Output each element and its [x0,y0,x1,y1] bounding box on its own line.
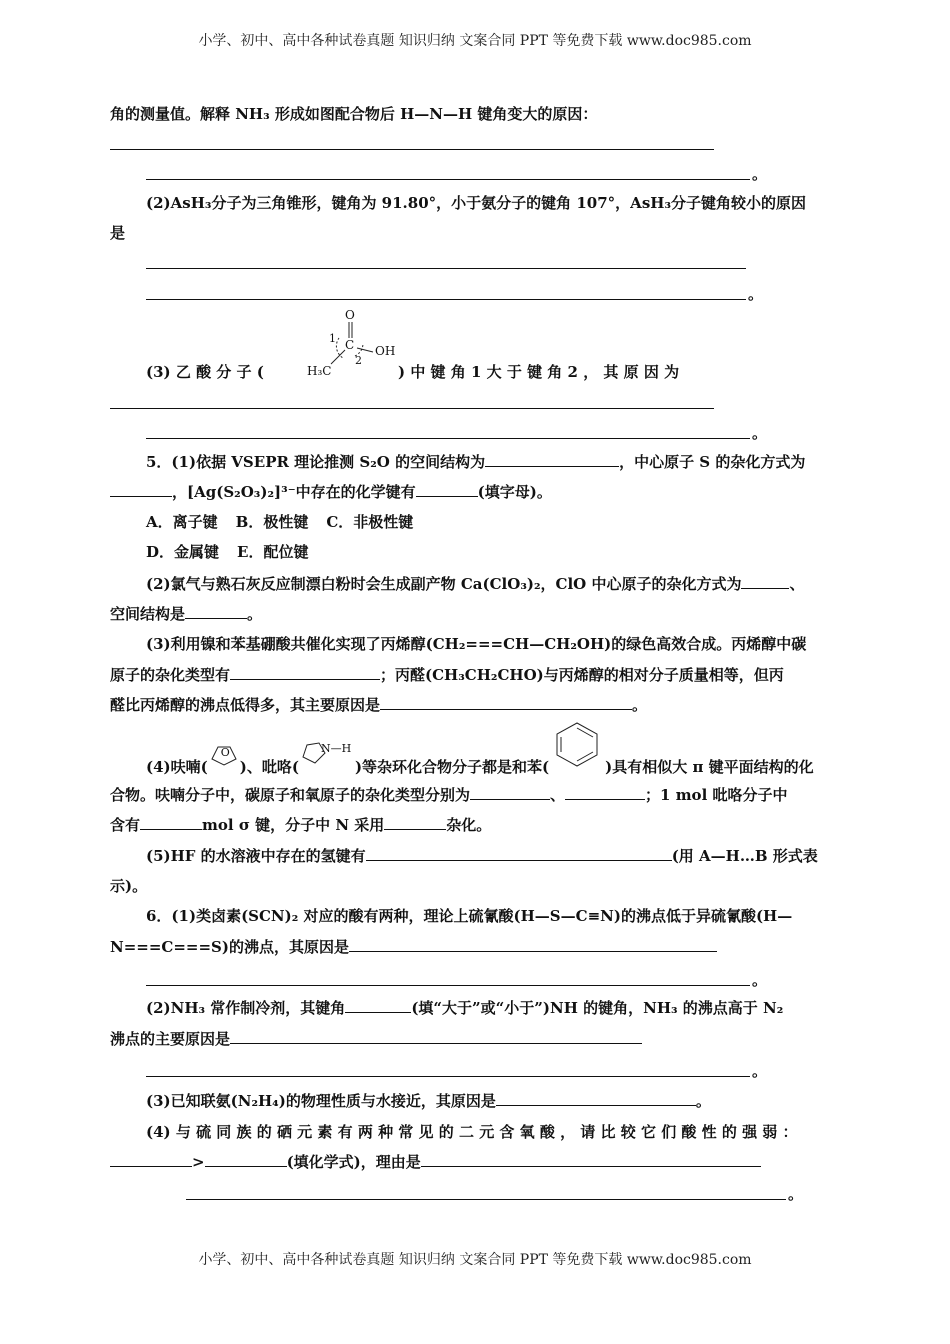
q4-cont-line [110,104,840,124]
period: 。 [752,1062,768,1080]
page-header: 小学、初中、高中各种试卷真题 知识归纳 文案合同 PPT 等免费下载 www.doc985.com [198,33,752,49]
answer-line[interactable] [146,984,750,986]
answer-line[interactable] [146,267,746,269]
answer-blank[interactable] [205,1152,287,1167]
q6-part3 [146,1091,711,1111]
answer-line[interactable] [146,1075,750,1077]
answer-blank[interactable] [565,785,645,800]
page-footer: 小学、初中、高中各种试卷真题 知识归纳 文案合同 PPT 等免费下载 www.doc985.com [198,1252,752,1268]
q6-p4b: > [192,1153,205,1171]
furan-structure [208,746,240,781]
period: 。 [752,971,768,989]
option-c: C．非极性键 [326,513,414,531]
answer-blank[interactable] [366,846,672,861]
q4-part3-suffix-wrap [398,362,840,382]
period: 。 [752,424,768,442]
answer-blank[interactable] [349,937,717,952]
q5-p4e: 合物。呋喃分子中，碳原子和氧原子的杂化类型分别为 [110,786,471,804]
answer-blank[interactable] [421,1152,761,1167]
angle-2-label: 2 [355,354,362,367]
q5-p4d: )具有相似大 π 键平面结构的化 [605,758,814,776]
q5-p4c: )等杂环化合物分子都是和苯( [354,758,550,776]
q5-part3-line2 [110,665,784,685]
q4-part3-suffix: ) 中 键 角 1 大 于 键 角 2 ， 其 原 因 为 [398,363,680,381]
q5-l2a: ，[Ag(S₂O₃)₂]³⁻中存在的化学键有 [172,483,416,501]
q4-part2-line1: (2)AsH₃分子为三角锥形，键角为 91.80°，小于氨分子的键角 107°，AsH₃分子键角较小的原因 [146,194,807,212]
q5-p3e: 。 [632,696,648,714]
q5-part3-line3 [110,695,647,715]
q5-l2b: (填字母)。 [477,483,552,501]
q5-options-row1 [146,512,413,532]
pyrrole-structure [299,742,355,781]
answer-line[interactable] [110,148,714,150]
q5-p4b: )、吡咯( [239,758,299,776]
answer-blank[interactable] [496,1091,696,1106]
answer-blank[interactable] [380,695,632,710]
answer-line[interactable] [146,437,750,439]
q6-l2: N===C===S)的沸点，其原因是 [110,938,349,956]
q5-p4j: 杂化。 [446,816,492,834]
q4-part3-prefix: (3) 乙 酸 分 子 ( [146,363,264,381]
option-b: B．极性键 [235,513,309,531]
answer-blank[interactable] [416,482,478,497]
q5-p2b: 、 [789,575,805,593]
q6-p2b: (填“大于”或“小于”)NH 的键角，NH₃ 的沸点高于 N₂ [411,999,784,1017]
answer-blank[interactable] [485,452,619,467]
q5-l1a: 5．(1)依据 VSEPR 理论推测 S₂O 的空间结构为 [146,453,486,471]
q5-p4i: mol σ 键，分子中 N 采用 [202,816,385,834]
mol-oh-label: OH [375,344,396,358]
mol-c-label: C [345,338,355,352]
q5-part5-line2: 示)。 [110,877,148,895]
answer-blank[interactable] [384,815,446,830]
q5-part3-line1: (3)利用镍和苯基硼酸共催化实现了丙烯醇(CH₂===CH—CH₂OH)的绿色高效合成。丙烯醇中碳 [146,635,807,653]
q6-line2 [110,937,717,957]
q5-p3c: ；丙醛(CH₃CH₂CHO)与丙烯醇的相对分子质量相等，但丙 [380,666,784,684]
q6-p2a: (2)NH₃ 常作制冷剂，其键角 [146,999,346,1017]
q5-p5a: (5)HF 的水溶液中存在的氢键有 [146,847,366,865]
q5-options-row2 [146,542,308,562]
q6-part2-line2 [110,1029,642,1049]
answer-line[interactable] [110,407,714,409]
q5-part4-line2 [110,785,788,805]
answer-blank[interactable] [230,1029,642,1044]
mol-h3c-label: H₃C [307,364,332,378]
q6-part4-line2 [110,1152,761,1172]
q5-part2-line1 [146,574,805,594]
option-a: A．离子键 [146,513,218,531]
period: 。 [752,165,768,183]
answer-line[interactable] [146,178,750,180]
answer-blank[interactable] [110,1152,192,1167]
q4-cont-text: 角的测量值。解释 NH₃ 形成如图配合物后 H—N—H 键角变大的原因： [110,105,598,123]
q5-part4-line1 [146,742,814,781]
q5-l1b: ，中心原子 S 的杂化方式为 [619,453,806,471]
q5-part4-line3 [110,815,491,835]
answer-blank[interactable] [230,665,380,680]
answer-line[interactable] [186,1198,786,1200]
answer-blank[interactable] [345,998,411,1013]
q4-part2-line2: 是 [110,224,126,242]
q6-p2c: 沸点的主要原因是 [110,1030,231,1048]
answer-blank[interactable] [741,574,789,589]
answer-blank[interactable] [185,604,247,619]
angle-1-label: 1 [329,332,336,345]
q5-p4g: ；1 mol 吡咯分子中 [645,786,788,804]
benzene-ring [549,719,605,769]
q5-p2a: (2)氯气与熟石灰反应制漂白粉时会生成副产物 Ca(ClO₃)₂，ClO 中心原子的杂化方式为 [146,575,742,593]
q5-p4f: 、 [550,786,566,804]
q6-p4a: (4) 与 硫 同 族 的 硒 元 素 有 两 种 常 见 的 二 元 含 氧 酸 ， 请 比 较 它 们 酸 性 的 强 弱 ： [146,1123,798,1141]
q6-p3a: (3)已知联氨(N₂H₄)的物理性质与水接近，其原因是 [146,1092,496,1110]
q5-p3d: 醛比丙烯醇的沸点低得多，其主要原因是 [110,696,381,714]
answer-blank[interactable] [470,785,550,800]
q5-p2d: 。 [247,605,263,623]
answer-blank[interactable] [110,482,172,497]
q5-part5-line1 [146,846,818,866]
q5-p5b: (用 A—H…B 形式表 [671,847,818,865]
answer-line[interactable] [146,298,746,300]
q5-line1 [146,452,805,472]
acetic-acid-structure [305,308,405,380]
option-d: D．金属键 [146,543,220,561]
q6-part4-line1-wrap [146,1122,840,1142]
option-e: E．配位键 [237,543,309,561]
q5-part2-line2 [110,604,262,624]
answer-blank[interactable] [140,815,202,830]
q5-p3b: 原子的杂化类型有 [110,666,231,684]
q5-p4a: (4)呋喃( [146,758,208,776]
pyrrole-nh-label: N—H [320,742,352,755]
q5-p2c: 空间结构是 [110,605,186,623]
q6-p3b: 。 [695,1092,711,1110]
q5-p4h: 含有 [110,816,141,834]
period: 。 [748,285,764,303]
furan-o-label: O [220,746,230,759]
mol-o-label: O [345,308,355,322]
benzene-structure [549,755,605,781]
q6-line1: 6．(1)类卤素(SCN)₂ 对应的酸有两种，理论上硫氰酸(H—S—C≡N)的沸点低于异硫氰酸(H— [146,907,793,925]
q6-part2-line1 [146,998,783,1018]
period: 。 [788,1185,804,1203]
q6-p4c: (填化学式)，理由是 [286,1153,421,1171]
q5-line2 [110,482,552,502]
